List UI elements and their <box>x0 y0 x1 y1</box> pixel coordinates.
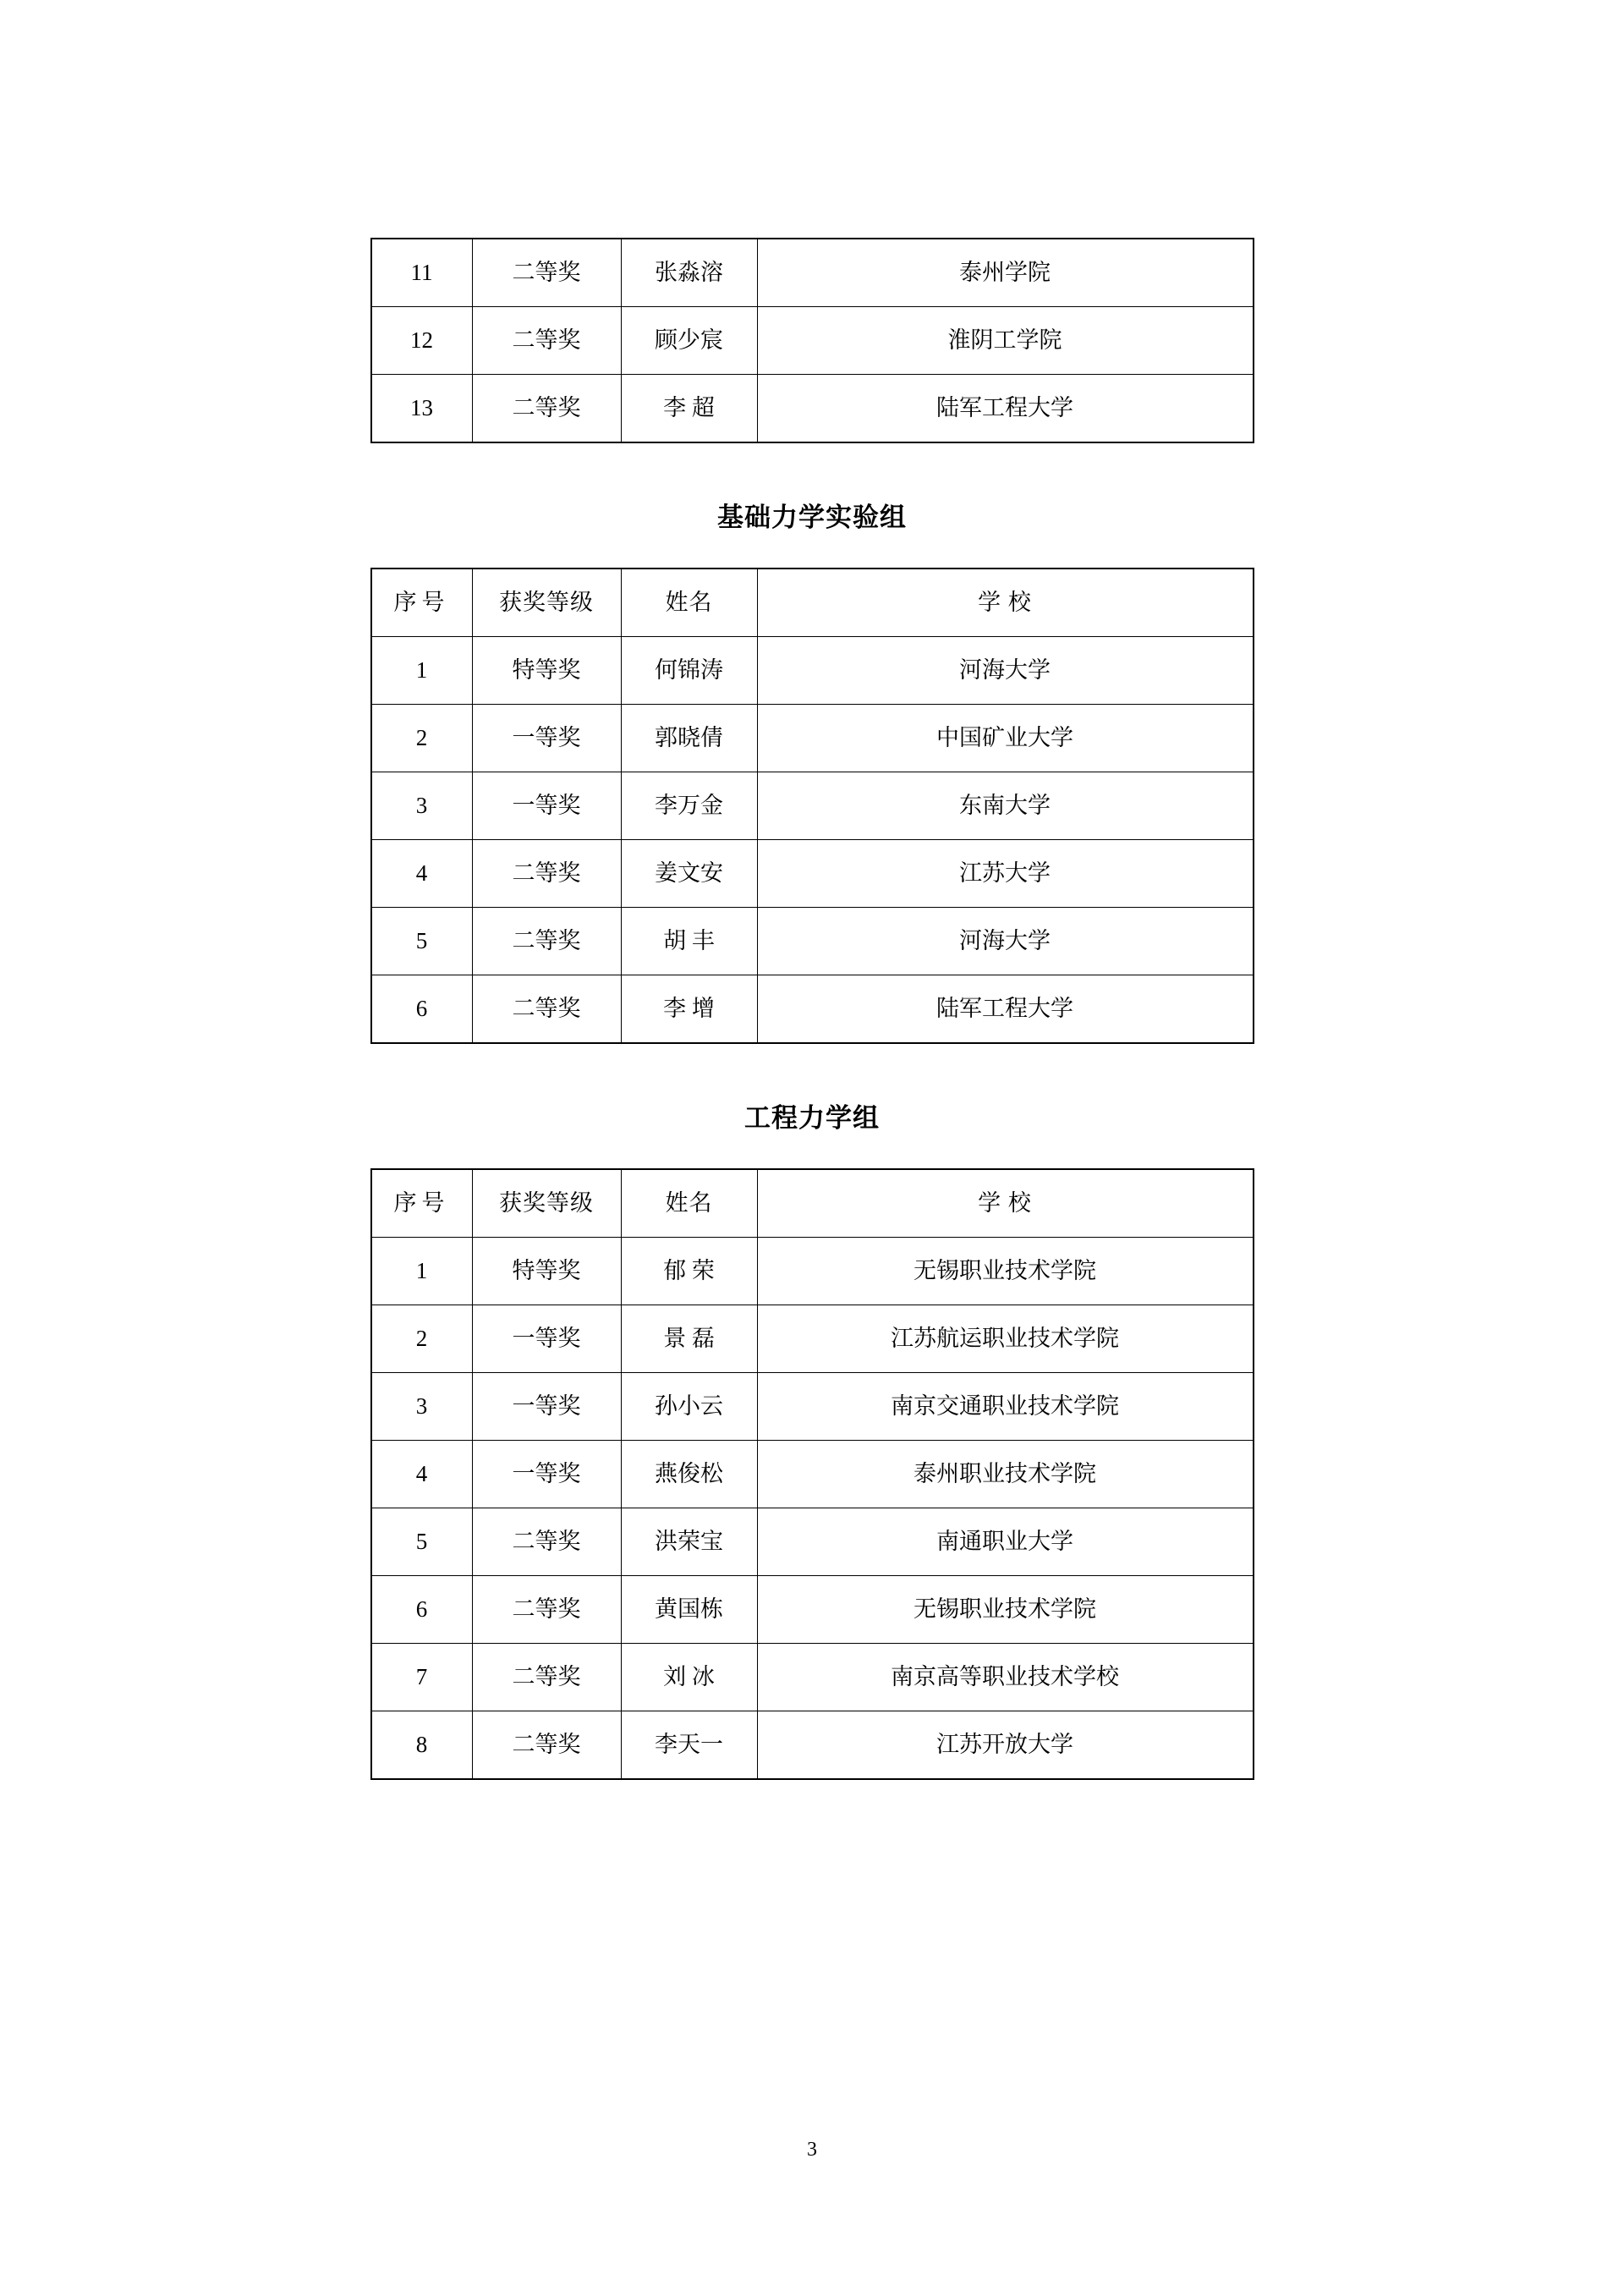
school-name: 淮阴工学院 <box>757 307 1254 375</box>
school-name: 河海大学 <box>757 908 1254 975</box>
award-level: 二等奖 <box>472 1644 621 1711</box>
basic-mechanics-table-head <box>371 569 1254 637</box>
winner-name: 李万金 <box>621 772 757 840</box>
winner-name: 李 增 <box>621 975 757 1044</box>
winner-name: 郁 荣 <box>621 1238 757 1305</box>
winner-name: 李 超 <box>621 375 757 443</box>
column-header-level: 获奖等级 <box>472 1169 621 1238</box>
basic-mechanics-award-table <box>370 568 1254 1044</box>
school-name: 东南大学 <box>757 772 1254 840</box>
winner-name: 黄国栋 <box>621 1576 757 1644</box>
winner-name: 胡 丰 <box>621 908 757 975</box>
winner-name: 孙小云 <box>621 1373 757 1441</box>
award-level: 一等奖 <box>472 1305 621 1373</box>
table-row <box>371 1238 1254 1305</box>
table-header-row <box>371 1169 1254 1238</box>
table-row <box>371 1373 1254 1441</box>
continued-table-block <box>0 0 1624 443</box>
row-number: 11 <box>371 239 473 307</box>
school-name: 河海大学 <box>757 637 1254 705</box>
school-name: 泰州职业技术学院 <box>757 1441 1254 1508</box>
table-row <box>371 908 1254 975</box>
spacer <box>0 1044 1624 1096</box>
award-level: 一等奖 <box>472 772 621 840</box>
column-header-no: 序号 <box>371 1169 473 1238</box>
table-row <box>371 375 1254 443</box>
award-level: 特等奖 <box>472 1238 621 1305</box>
row-number: 8 <box>371 1711 473 1780</box>
winner-name: 顾少宸 <box>621 307 757 375</box>
continued-award-table <box>370 238 1254 443</box>
table-row <box>371 975 1254 1044</box>
award-level: 二等奖 <box>472 307 621 375</box>
row-number: 3 <box>371 772 473 840</box>
column-header-school: 学 校 <box>757 1169 1254 1238</box>
winner-name: 何锦涛 <box>621 637 757 705</box>
award-level: 二等奖 <box>472 1508 621 1576</box>
row-number: 2 <box>371 1305 473 1373</box>
award-level: 二等奖 <box>472 1711 621 1780</box>
award-level: 二等奖 <box>472 840 621 908</box>
engineering-mechanics-table-head <box>371 1169 1254 1238</box>
column-header-school: 学 校 <box>757 569 1254 637</box>
school-name: 中国矿业大学 <box>757 705 1254 772</box>
row-number: 5 <box>371 908 473 975</box>
school-name: 江苏开放大学 <box>757 1711 1254 1780</box>
page-number: 3 <box>807 2139 817 2161</box>
engineering-mechanics-award-table <box>370 1168 1254 1780</box>
section-title-basic-mechanics: 基础力学实验组 <box>717 503 907 532</box>
column-header-no: 序号 <box>371 569 473 637</box>
continued-table-body <box>371 239 1254 442</box>
winner-name: 张淼溶 <box>621 239 757 307</box>
row-number: 4 <box>371 1441 473 1508</box>
column-header-level: 获奖等级 <box>472 569 621 637</box>
row-number: 6 <box>371 1576 473 1644</box>
award-level: 一等奖 <box>472 705 621 772</box>
row-number: 13 <box>371 375 473 443</box>
school-name: 无锡职业技术学院 <box>757 1238 1254 1305</box>
row-number: 6 <box>371 975 473 1044</box>
row-number: 4 <box>371 840 473 908</box>
row-number: 3 <box>371 1373 473 1441</box>
spacer <box>0 1134 1624 1168</box>
basic-mechanics-table-body <box>371 637 1254 1044</box>
table-row <box>371 307 1254 375</box>
award-level: 一等奖 <box>472 1373 621 1441</box>
school-name: 南京交通职业技术学院 <box>757 1373 1254 1441</box>
row-number: 7 <box>371 1644 473 1711</box>
winner-name: 刘 冰 <box>621 1644 757 1711</box>
table-row <box>371 1508 1254 1576</box>
winner-name: 燕俊松 <box>621 1441 757 1508</box>
row-number: 1 <box>371 637 473 705</box>
engineering-mechanics-table-body <box>371 1238 1254 1780</box>
winner-name: 洪荣宝 <box>621 1508 757 1576</box>
winner-name: 姜文安 <box>621 840 757 908</box>
row-number: 12 <box>371 307 473 375</box>
school-name: 陆军工程大学 <box>757 375 1254 443</box>
school-name: 南通职业大学 <box>757 1508 1254 1576</box>
table-row <box>371 1441 1254 1508</box>
column-header-name: 姓名 <box>621 1169 757 1238</box>
table-row <box>371 1576 1254 1644</box>
school-name: 泰州学院 <box>757 239 1254 307</box>
award-level: 二等奖 <box>472 908 621 975</box>
table-row <box>371 840 1254 908</box>
column-header-name: 姓名 <box>621 569 757 637</box>
spacer <box>0 534 1624 568</box>
school-name: 江苏航运职业技术学院 <box>757 1305 1254 1373</box>
table-row <box>371 637 1254 705</box>
award-level: 二等奖 <box>472 1576 621 1644</box>
table-row <box>371 705 1254 772</box>
school-name: 陆军工程大学 <box>757 975 1254 1044</box>
school-name: 无锡职业技术学院 <box>757 1576 1254 1644</box>
school-name: 南京高等职业技术学校 <box>757 1644 1254 1711</box>
section-title-engineering-mechanics: 工程力学组 <box>744 1103 880 1133</box>
award-level: 二等奖 <box>472 375 621 443</box>
table-header-row <box>371 569 1254 637</box>
table-row <box>371 772 1254 840</box>
award-level: 特等奖 <box>472 637 621 705</box>
table-row <box>371 1644 1254 1711</box>
table-row <box>371 1305 1254 1373</box>
spacer <box>0 443 1624 496</box>
row-number: 2 <box>371 705 473 772</box>
winner-name: 李天一 <box>621 1711 757 1780</box>
winner-name: 景 磊 <box>621 1305 757 1373</box>
award-level: 二等奖 <box>472 239 621 307</box>
row-number: 5 <box>371 1508 473 1576</box>
table-row <box>371 239 1254 307</box>
winner-name: 郭晓倩 <box>621 705 757 772</box>
award-level: 二等奖 <box>472 975 621 1044</box>
table-row <box>371 1711 1254 1780</box>
row-number: 1 <box>371 1238 473 1305</box>
school-name: 江苏大学 <box>757 840 1254 908</box>
award-level: 一等奖 <box>472 1441 621 1508</box>
